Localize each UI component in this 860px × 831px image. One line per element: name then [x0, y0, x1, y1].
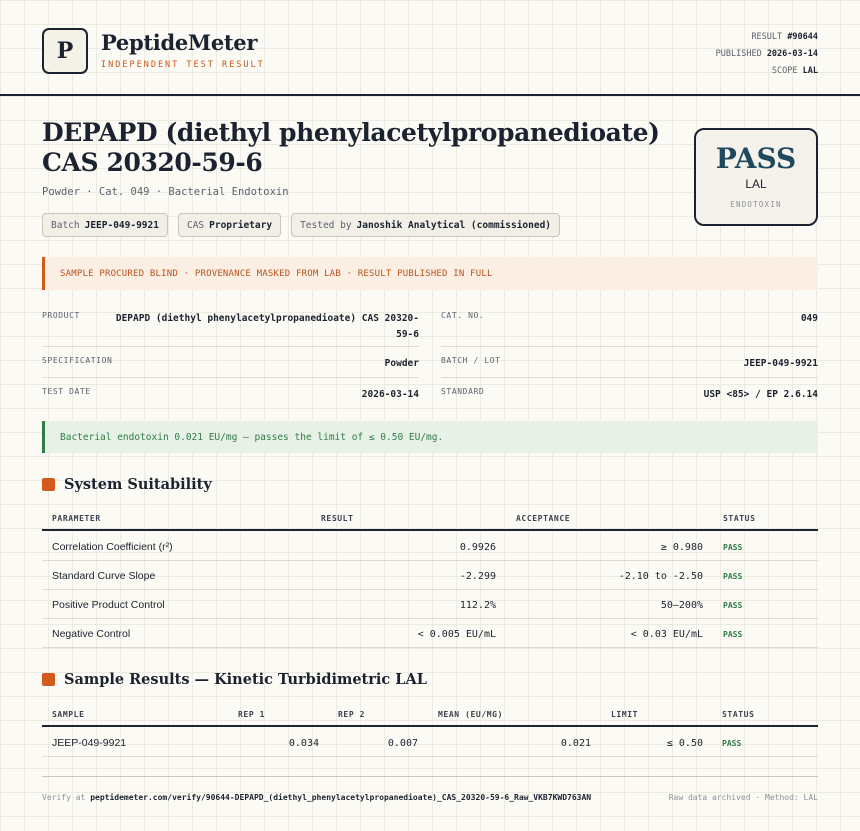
scope-value: LAL — [802, 66, 818, 76]
brand-tagline: INDEPENDENT TEST RESULT — [101, 60, 265, 70]
status-badge: PASS — [723, 572, 743, 581]
suitability-heading — [42, 476, 212, 493]
sample-table-header — [42, 702, 818, 727]
result-id-label: RESULT — [751, 32, 783, 42]
result-banner: Bacterial endotoxin 0.021 EU/mg — passes the limit of ≤ 0.50 EU/mg. — [42, 421, 818, 453]
section-title: Sample Results — Kinetic Turbidimetric LAL — [64, 671, 427, 688]
col-result: RESULT — [321, 514, 354, 523]
spec-value: JEEP-049-9921 — [743, 358, 818, 369]
cell-result: < 0.005 EU/mL — [417, 629, 496, 640]
suitability-table-header — [42, 506, 818, 531]
batch-chip — [42, 213, 168, 237]
product-value-line-1: DEPAPD (diethyl phenylacetylpropanedioate) CAS 20320- — [115, 313, 419, 324]
table-row — [42, 532, 818, 561]
verdict-category: ENDOTOXIN — [730, 200, 782, 209]
product-title — [42, 118, 682, 178]
spec-specification — [42, 356, 419, 370]
report-meta — [716, 29, 818, 80]
table-row — [42, 619, 818, 648]
table-row — [42, 590, 818, 619]
product-title-line-2: CAS 20320-59-6 — [42, 148, 263, 177]
tested-by-chip — [291, 213, 560, 237]
cas-chip — [178, 213, 281, 237]
chip-label: Batch — [51, 219, 80, 231]
cell-result: 0.9926 — [459, 542, 496, 553]
spec-batch — [441, 356, 818, 370]
verdict-word: PASS — [715, 142, 797, 175]
spec-standard — [441, 387, 818, 401]
cell-sample: JEEP-049-9921 — [52, 737, 127, 749]
cell-parameter: Positive Product Control — [52, 599, 165, 611]
status-badge: PASS — [723, 543, 743, 552]
divider — [42, 377, 419, 378]
cell-parameter: Correlation Coefficient (r²) — [52, 541, 173, 553]
cell-mean: 0.021 — [560, 738, 591, 749]
verify-link[interactable]: peptidemeter.com/verify/90644-DEPAPD_(diethyl_phenylacetylpropanedioate)_CAS_20320-59-6_Raw_VKB7KWD763AN — [90, 793, 592, 802]
spec-value — [99, 311, 419, 343]
sample-results-heading — [42, 671, 427, 688]
verdict-method: LAL — [745, 177, 767, 191]
chip-value: Proprietary — [209, 219, 273, 231]
cell-parameter: Standard Curve Slope — [52, 570, 156, 582]
section-marker-icon — [42, 478, 55, 491]
product-title-line-1: DEPAPD (diethyl phenylacetylpropanedioate) — [42, 118, 660, 147]
chip-value: JEEP-049-9921 — [84, 219, 159, 231]
col-status: STATUS — [723, 514, 756, 523]
chip-label: Tested by — [300, 219, 352, 231]
verify-prefix: Verify at — [42, 793, 86, 802]
table-row — [42, 561, 818, 590]
spec-value: 2026-03-14 — [361, 389, 419, 400]
col-acceptance: ACCEPTANCE — [516, 514, 571, 523]
status-badge: PASS — [723, 601, 743, 610]
cell-result: -2.299 — [459, 571, 496, 582]
spec-label: CAT. NO. — [441, 311, 485, 320]
result-id: #90644 — [787, 32, 818, 42]
spec-cat-no — [441, 311, 818, 325]
published-label: PUBLISHED — [715, 49, 762, 59]
cell-rep1: 0.034 — [288, 738, 319, 749]
spec-label: PRODUCT — [42, 311, 80, 320]
cell-parameter: Negative Control — [52, 628, 131, 640]
cell-rep2: 0.007 — [387, 738, 418, 749]
cell-acceptance: 50–200% — [660, 600, 703, 611]
blind-procurement-notice: SAMPLE PROCURED BLIND · PROVENANCE MASKED FROM LAB · RESULT PUBLISHED IN FULL — [42, 257, 818, 290]
spec-label: STANDARD — [441, 387, 485, 396]
published-date: 2026-03-14 — [766, 49, 818, 59]
chip-value: Janoshik Analytical (commissioned) — [356, 219, 552, 231]
report-header — [0, 0, 860, 96]
report-footer — [42, 776, 818, 802]
spec-label: SPECIFICATION — [42, 356, 113, 365]
cell-result: 112.2% — [459, 600, 496, 611]
scope-label: SCOPE — [771, 66, 798, 76]
verdict-stamp — [694, 128, 818, 226]
col-rep1: REP 1 — [238, 710, 266, 719]
spec-value: 049 — [800, 313, 818, 324]
col-limit: LIMIT — [611, 710, 639, 719]
cell-acceptance: -2.10 to -2.50 — [618, 571, 703, 582]
brand-name: PeptideMeter — [101, 30, 258, 55]
brand-logo — [42, 28, 88, 74]
cell-acceptance: < 0.03 EU/mL — [630, 629, 703, 640]
table-row — [42, 728, 818, 757]
cell-acceptance: ≥ 0.980 — [660, 542, 703, 553]
info-chips — [42, 213, 560, 237]
spec-label: BATCH / LOT — [441, 356, 501, 365]
spec-value: USP <85> / EP 2.6.14 — [703, 389, 818, 400]
col-rep2: REP 2 — [338, 710, 366, 719]
divider — [42, 346, 419, 347]
col-mean: MEAN (EU/MG) — [438, 710, 503, 719]
product-subtitle: Powder · Cat. 049 · Bacterial Endotoxin — [42, 186, 289, 198]
footer-archive-note: Raw data archived · Method: LAL — [668, 793, 818, 802]
divider — [441, 346, 818, 347]
col-parameter: PARAMETER — [52, 514, 101, 523]
section-title: System Suitability — [64, 476, 212, 493]
col-sample: SAMPLE — [52, 710, 85, 719]
spec-label: TEST DATE — [42, 387, 91, 396]
product-value-line-2: 59-6 — [396, 329, 419, 340]
logo-letter: P — [56, 38, 74, 64]
col-status: STATUS — [722, 710, 755, 719]
status-badge: PASS — [723, 630, 743, 639]
spec-test-date — [42, 387, 419, 401]
status-badge: PASS — [722, 739, 742, 748]
cell-limit: ≤ 0.50 — [666, 738, 703, 749]
section-marker-icon — [42, 673, 55, 686]
divider — [441, 377, 818, 378]
chip-label: CAS — [186, 219, 205, 231]
spec-value: Powder — [384, 358, 419, 369]
spec-product — [42, 311, 419, 341]
